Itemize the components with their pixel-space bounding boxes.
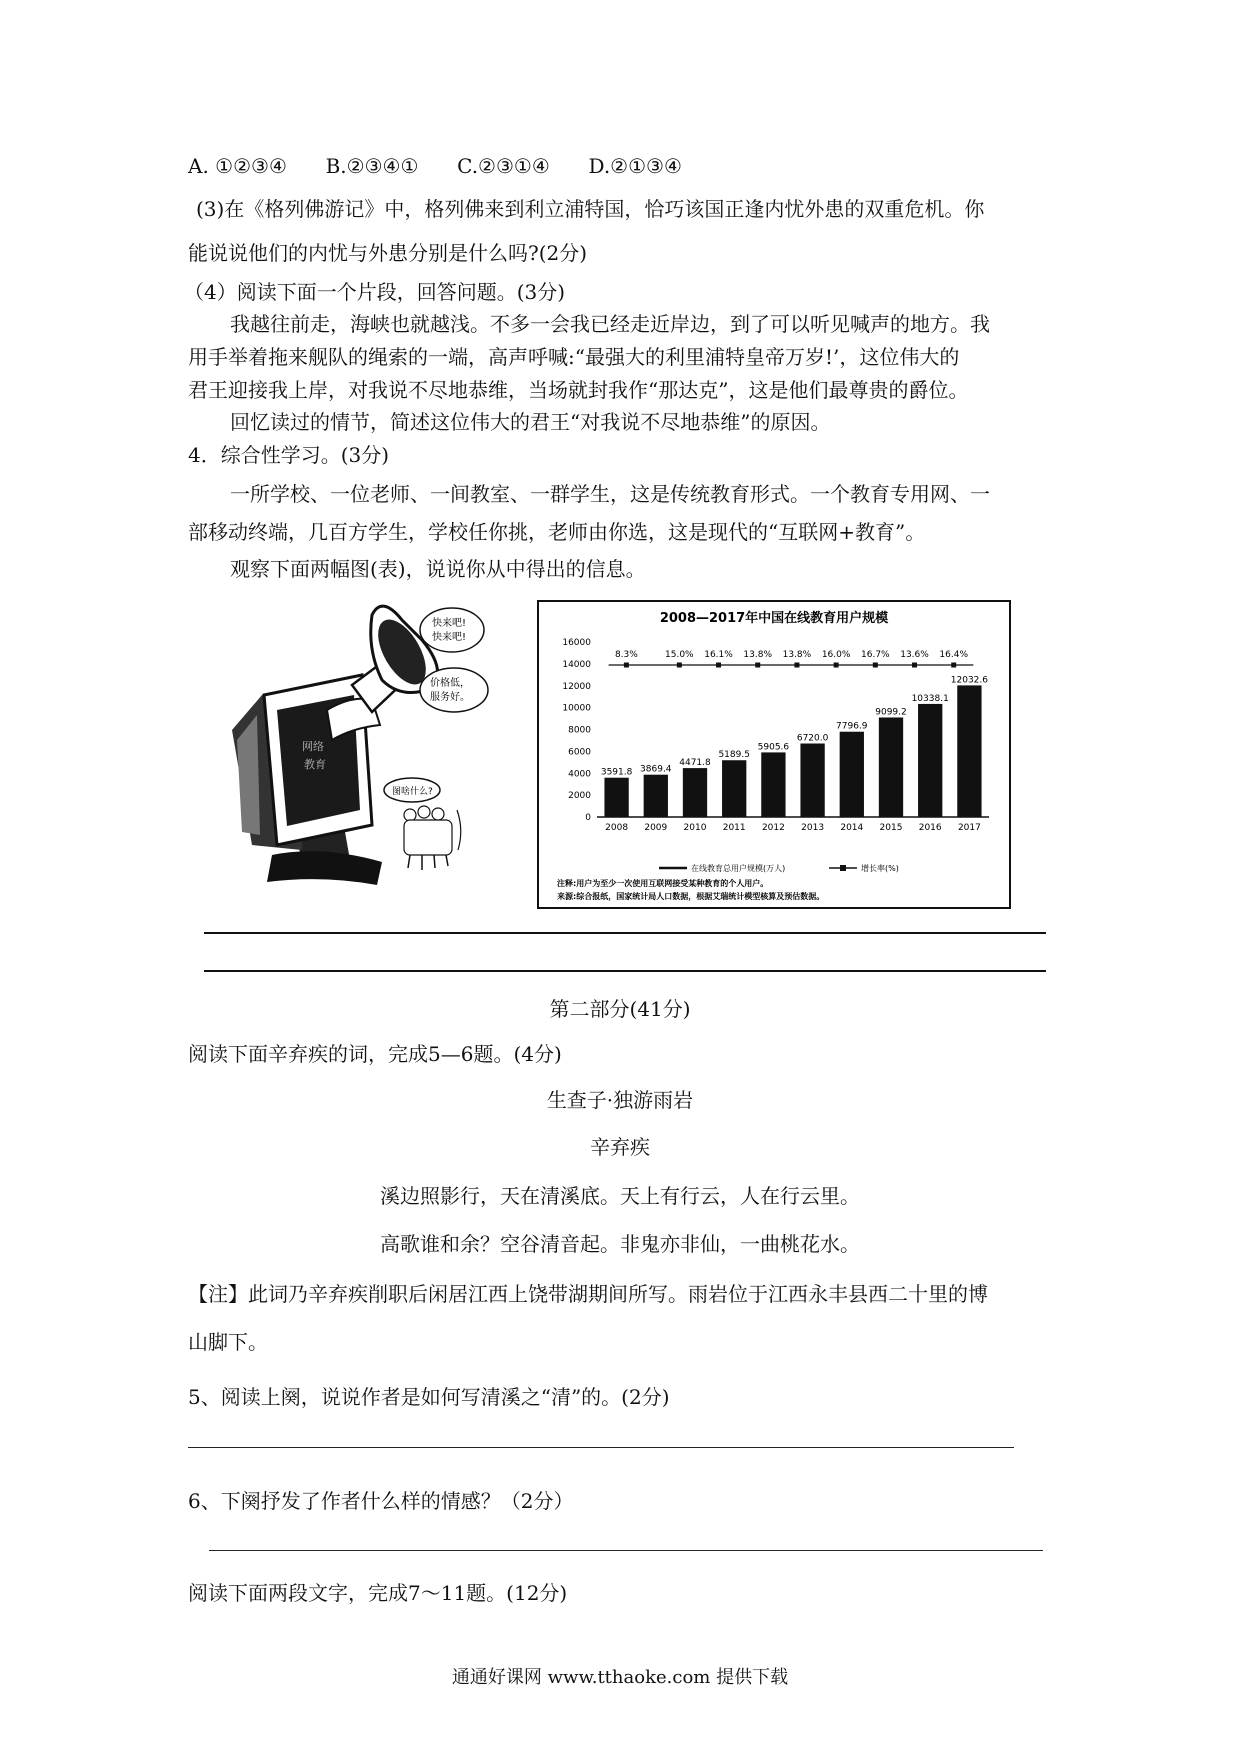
option-a: A. ①②③④ bbox=[188, 154, 287, 178]
y-tick-label-3: 6000 bbox=[568, 747, 591, 758]
bar-value-2009: 3869.4 bbox=[640, 764, 672, 775]
bubble-text-2b: 服务好。 bbox=[430, 692, 470, 703]
bar-2010 bbox=[683, 768, 707, 817]
x-tick-label-2013: 2013 bbox=[801, 823, 825, 833]
bar-value-2016: 10338.1 bbox=[911, 693, 949, 704]
growth-label-4: 13.8% bbox=[782, 650, 812, 660]
online-education-chart bbox=[537, 600, 1011, 909]
poem-line-2: 高歌谁和余？空谷清音起。非鬼亦非仙，一曲桃花水。 bbox=[380, 1232, 860, 1256]
y-tick-label-0: 0 bbox=[585, 813, 591, 823]
x-tick-label-2017: 2017 bbox=[957, 823, 981, 833]
q4-para2: 部移动终端，几百方学生，学校任你挑，老师由你选，这是现代的“互联网+教育”。 bbox=[188, 520, 926, 544]
q4-heading: 4．综合性学习。(3分) bbox=[188, 443, 390, 467]
bar-2009 bbox=[644, 775, 668, 817]
growth-point-0 bbox=[624, 663, 629, 668]
x-tick-label-2009: 2009 bbox=[644, 823, 668, 833]
y-tick-label-7: 14000 bbox=[562, 659, 591, 670]
q4-question: 观察下面两幅图(表)，说说你从中得出的信息。 bbox=[230, 557, 646, 581]
y-tick-label-4: 8000 bbox=[568, 725, 591, 736]
screen-text-1: 网络 bbox=[302, 740, 324, 753]
chart-note-2: 来源:综合报纸，国家统计局人口数据，根据艾瑞统计模型核算及预估数据。 bbox=[557, 892, 825, 901]
growth-point-4 bbox=[794, 663, 799, 668]
y-tick-label-8: 16000 bbox=[562, 638, 591, 648]
chart-title: 2008—2017年中国在线教育用户规模 bbox=[659, 611, 889, 626]
y-tick-label-2: 4000 bbox=[568, 769, 591, 780]
growth-point-5 bbox=[834, 663, 839, 668]
answer-line-q4-1 bbox=[204, 932, 1046, 934]
bar-2012 bbox=[761, 752, 785, 817]
q3-3-line2: 能说说他们的内忧与外患分别是什么吗?(2分) bbox=[188, 241, 588, 265]
page-footer: 通通好课网 www.tthaoke.com 提供下载 bbox=[451, 1667, 789, 1688]
q3-4-question: 回忆读过的情节，简述这位伟大的君王“对我说不尽地恭维”的原因。 bbox=[230, 410, 831, 434]
chart-svg bbox=[539, 602, 1009, 907]
bar-value-2012: 5905.6 bbox=[757, 742, 790, 753]
part2-intro: 阅读下面辛弃疾的词，完成5—6题。(4分) bbox=[188, 1042, 562, 1066]
poem-note-line2: 山脚下。 bbox=[188, 1330, 268, 1354]
bar-value-2015: 9099.2 bbox=[875, 707, 907, 718]
growth-label-5: 16.0% bbox=[821, 650, 851, 660]
bar-value-2011: 5189.5 bbox=[718, 750, 750, 761]
x-tick-label-2016: 2016 bbox=[918, 823, 942, 833]
legend-growth: 增长率(%) bbox=[861, 864, 899, 873]
q3-3-line1: (3)在《格列佛游记》中，格列佛来到利立浦特国，恰巧该国正逢内忧外患的双重危机。你 bbox=[196, 197, 985, 221]
q3-4-para3: 君王迎接我上岸，对我说不尽地恭维，当场就封我作“那达克”，这是他们最尊贵的爵位。 bbox=[188, 378, 969, 402]
y-tick-label-1: 2000 bbox=[568, 791, 591, 802]
growth-label-7: 13.6% bbox=[900, 650, 929, 660]
growth-point-7 bbox=[912, 663, 917, 668]
x-tick-label-2010: 2010 bbox=[683, 823, 707, 833]
bubble-text-1a: 快来吧! bbox=[432, 618, 467, 629]
bar-2015 bbox=[879, 717, 903, 817]
part2-title: 第二部分(41分) bbox=[549, 997, 691, 1021]
x-tick-label-2014: 2014 bbox=[840, 823, 864, 833]
q3-options bbox=[188, 154, 768, 178]
bar-2014 bbox=[840, 732, 864, 817]
q3-4-para1: 我越往前走，海峡也就越浅。不多一会我已经走近岸边，到了可以听见喊声的地方。我 bbox=[230, 312, 990, 336]
chart-note-1: 注释:用户为至少一次使用互联网接受某种教育的个人用户。 bbox=[557, 879, 769, 888]
growth-point-3 bbox=[755, 663, 760, 668]
legend-users: 在线教育总用户规模(万人) bbox=[691, 864, 786, 873]
x-tick-label-2011: 2011 bbox=[722, 823, 746, 833]
q3-4-heading: （4）阅读下面一个片段，回答问题。(3分) bbox=[184, 280, 566, 304]
x-tick-label-2008: 2008 bbox=[605, 823, 629, 833]
q3-4-para2: 用手举着拖来舰队的绳索的一端，高声呼喊:“最强大的利里浦特皇帝万岁!’，这位伟大的 bbox=[188, 345, 960, 369]
question-6: 6、下阕抒发了作者什么样的情感？（2分） bbox=[188, 1489, 574, 1513]
option-c: C.②③①④ bbox=[457, 154, 550, 178]
poem-note-line1: 【注】此词乃辛弃疾削职后闲居江西上饶带湖期间所写。雨岩位于江西永丰县西二十里的博 bbox=[188, 1282, 988, 1306]
poem-title: 生查子·独游雨岩 bbox=[546, 1088, 694, 1112]
question-5: 5、阅读上阕，说说作者是如何写清溪之“清”的。(2分) bbox=[188, 1385, 670, 1409]
growth-point-6 bbox=[873, 663, 878, 668]
cartoon-illustration bbox=[232, 600, 507, 900]
growth-point-1 bbox=[677, 663, 682, 668]
y-tick-label-6: 12000 bbox=[562, 681, 591, 692]
bar-2017 bbox=[957, 685, 981, 817]
poem-line-1: 溪边照影行，天在清溪底。天上有行云，人在行云里。 bbox=[380, 1184, 860, 1208]
answer-line-q5 bbox=[188, 1447, 1014, 1448]
bubble-text-1b: 快来吧! bbox=[432, 632, 467, 643]
bar-value-2013: 6720.0 bbox=[796, 733, 829, 744]
bar-2013 bbox=[800, 744, 824, 818]
y-tick-label-5: 10000 bbox=[562, 703, 591, 714]
growth-label-8: 16.4% bbox=[939, 650, 969, 660]
option-b: B.②③④① bbox=[325, 154, 419, 178]
answer-line-q6 bbox=[209, 1550, 1043, 1551]
bar-2011 bbox=[722, 760, 746, 817]
bar-value-2017: 12032.6 bbox=[950, 675, 989, 686]
bar-2016 bbox=[918, 704, 942, 817]
growth-point-8 bbox=[951, 663, 956, 668]
bar-2008 bbox=[604, 778, 628, 817]
option-d: D.②①③④ bbox=[588, 154, 682, 178]
growth-point-2 bbox=[716, 663, 721, 668]
bar-value-2014: 7796.9 bbox=[836, 721, 868, 732]
bubble-text-2a: 价格低， bbox=[430, 678, 470, 689]
screen-text-2: 教育 bbox=[304, 758, 326, 771]
bar-value-2008: 3591.8 bbox=[600, 767, 633, 778]
x-tick-label-2012: 2012 bbox=[761, 823, 785, 833]
answer-line-q4-2 bbox=[204, 970, 1046, 972]
growth-label-3: 13.8% bbox=[743, 650, 773, 660]
next-section-intro: 阅读下面两段文字，完成7～11题。(12分) bbox=[188, 1581, 568, 1605]
poem-author: 辛弃疾 bbox=[590, 1135, 650, 1159]
q4-para1: 一所学校、一位老师、一间教室、一群学生，这是传统教育形式。一个教育专用网、一 bbox=[230, 482, 990, 506]
growth-label-6: 16.7% bbox=[861, 650, 890, 660]
bar-value-2010: 4471.8 bbox=[679, 758, 711, 769]
bubble-text-3: 图啥什么? bbox=[392, 787, 433, 797]
growth-label-1: 15.0% bbox=[665, 650, 694, 660]
x-tick-label-2015: 2015 bbox=[879, 823, 903, 833]
growth-label-0: 8.3% bbox=[614, 650, 638, 660]
growth-label-2: 16.1% bbox=[704, 650, 733, 660]
chart-legend bbox=[659, 863, 899, 873]
